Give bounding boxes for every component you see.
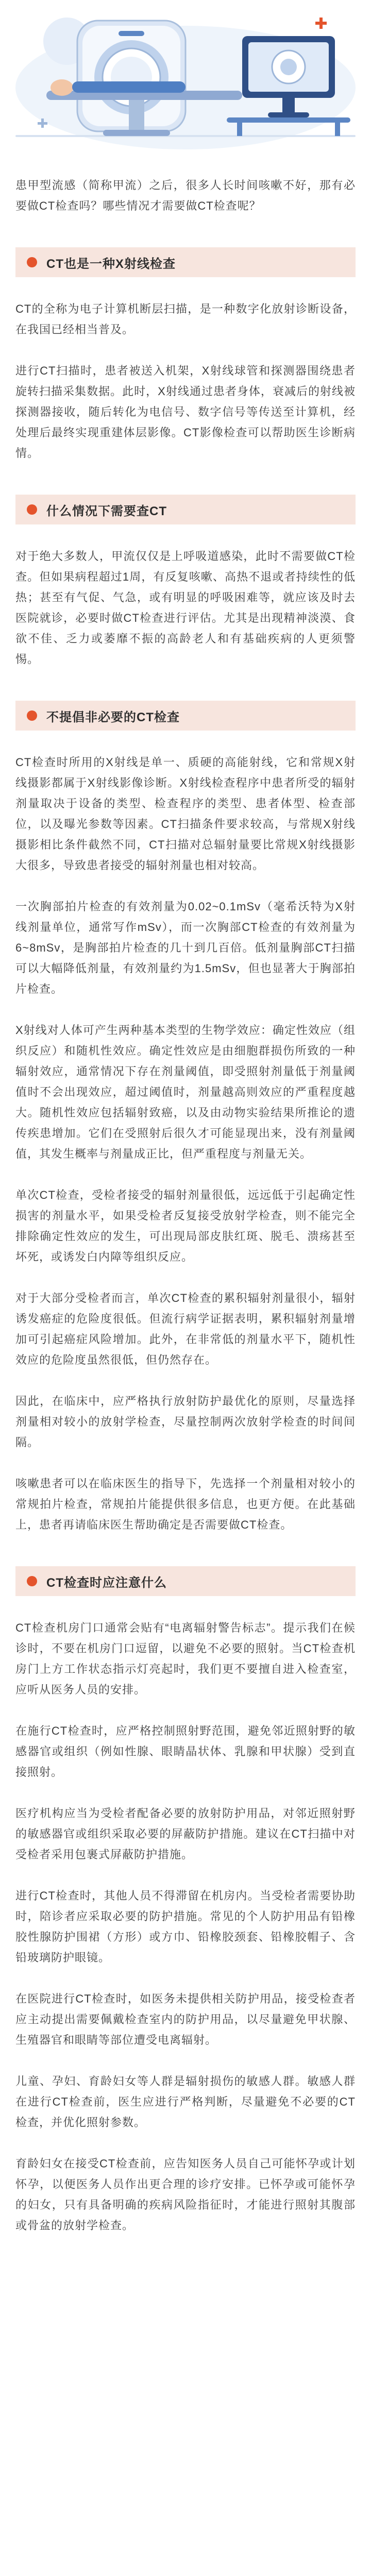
paragraph: 儿童、孕妇、育龄妇女等人群是辐射损伤的敏感人群。敏感人群在进行CT检查前，医生应进行严格判断，尽量避免不必要的CT检查，并优化照射参数。	[15, 2075, 356, 2129]
article-content	[0, 175, 371, 2287]
section-heading	[15, 1566, 356, 1596]
paragraph: CT的全称为电子计算机断层扫描，是一种数字化放射诊断设备，在我国已经相当普及。	[15, 302, 356, 336]
paragraph: 对于大部分受检者而言，单次CT检查的累积辐射剂量很小，辐射诱发癌症的危险度很低。但流行病学证据表明，累积辐射剂量增加可引起癌症风险增加。此外，在非常低的剂量水平下，随机性效应的危险度虽然很低，但仍然存在。	[15, 1292, 356, 1366]
bullet-dot-icon	[27, 1576, 37, 1586]
bullet-dot-icon	[27, 504, 37, 515]
section-title: 不提倡非必要的CT检查	[46, 710, 180, 724]
paragraph: 在施行CT检查时，应严格控制照射野范围，避免邻近照射野的敏感器官或组织（例如性腺、眼睛晶状体、乳腺和甲状腺）受到直接照射。	[15, 1724, 356, 1778]
paragraph: 单次CT检查，受检者接受的辐射剂量很低，远远低于引起确定性损害的剂量水平，如果受检者反复接受放射学检查，则不能完全排除确定性效应的发生，可出现局部皮肤红斑、脱毛、溃疡甚至坏死，或诱发白内障等组织反应。	[15, 1189, 356, 1263]
paragraph: 咳嗽患者可以在临床医生的指导下，先选择一个剂量相对较小的常规拍片检查，常规拍片能提供很多信息，也更方便。在此基础上，患者再请临床医生帮助确定是否需要做CT检查。	[15, 1477, 356, 1531]
bullet-dot-icon	[27, 710, 37, 721]
paragraph: 育龄妇女在接受CT检查前，应告知医务人员自己可能怀孕或计划怀孕，以便医务人员作出更合理的诊疗安排。已怀孕或可能怀孕的妇女，只有具备明确的疾病风险指征时，才能进行照射其腹部或骨盆的放射学检查。	[15, 2157, 356, 2232]
section-heading	[15, 495, 356, 524]
paragraph: 在医院进行CT检查时，如医务未提供相关防护用品，接受检查者应主动提出需要佩戴检查室内的防护用品，以尽量避免甲状腺、生殖器官和眼睛等部位遭受电离辐射。	[15, 1992, 356, 2046]
ct-scanner-illustration	[0, 0, 371, 155]
paragraph: CT检查机房门口通常会贴有“电离辐射警告标志”。提示我们在候诊时，不要在机房门口逗留，以避免不必要的照射。当CT检查机房门上方工作状态指示灯亮起时，我们更不要擅自进入检查室，应听从医务人员的安排。	[15, 1621, 356, 1696]
section-heading	[15, 701, 356, 731]
section-title: CT检查时应注意什么	[46, 1575, 167, 1590]
paragraph: 进行CT扫描时，患者被送入机架，X射线球管和探测器围绕患者旋转扫描采集数据。此时，X射线通过患者身体，衰减后的射线被探测器接收，随后转化为电信号、数字信号等传送至计算机，经处理后最终实现重建体层影像。CT影像检查可以帮助医生诊断病情。	[15, 364, 356, 460]
paragraph: 医疗机构应当为受检者配备必要的放射防护用品，对邻近照射野的敏感器官或组织采取必要的屏蔽防护措施。建议在CT扫描中对受检者采用包裹式屏蔽防护措施。	[15, 1807, 356, 1861]
bullet-dot-icon	[27, 257, 37, 267]
section-title: 什么情况下需要查CT	[46, 504, 167, 518]
paragraph: 一次胸部拍片检查的有效剂量为0.02~0.1mSv（毫希沃特为X射线剂量单位，通常写作mSv），而一次胸部CT检查的有效剂量为6~8mSv，是胸部拍片检查的几十到几百倍。低剂量胸部CT扫描可以大幅降低剂量，有效剂量约为1.5mSv，但也显著大于胸部拍片检查。	[15, 900, 356, 995]
paragraph: CT检查时所用的X射线是单一、质硬的高能射线，它和常规X射线摄影都属于X射线影像诊断。X射线检查程序中患者所受的辐射剂量取决于设备的类型、检查程序的类型、患者体型、检查部位，以及曝光参数等因素。CT扫描条件要求较高，与常规X射线摄影相比条件截然不同，CT扫描对总辐射量要比常规X射线摄影大很多，导致患者接受的辐射剂量也相对较高。	[15, 756, 356, 872]
hero-illustration	[0, 0, 371, 155]
paragraph: 对于绝大多数人，甲流仅仅是上呼吸道感染，此时不需要做CT检查。但如果病程超过1周，有反复咳嗽、高热不退或者持续性的低热；甚至有气促、气急，或有明显的呼吸困难等，就应该及时去医院就诊，必要时做CT检查进行评估。尤其是出现精神淡漠、食欲不佳、乏力或萎靡不振的高龄老人和有基础疾病的人更须警惕。	[15, 550, 356, 666]
paragraph: 因此，在临床中，应严格执行放射防护最优化的原则，尽量选择剂量相对较小的放射学检查，尽量控制两次放射学检查的时间间隔。	[15, 1395, 356, 1449]
paragraph: 进行CT检查时，其他人员不得滞留在机房内。当受检者需要协助时，陪诊者应采取必要的防护措施。常见的个人防护用品有铅橡胶性腺防护围裙（方形）或方巾、铅橡胶颈套、铅橡胶帽子、含铅玻璃防护眼镜。	[15, 1889, 356, 1964]
section-title: CT也是一种X射线检查	[46, 257, 176, 271]
intro-paragraph: 患甲型流感（简称甲流）之后，很多人长时间咳嗽不好，那有必要做CT检查吗？哪些情况才需要做CT检查呢？	[15, 179, 356, 212]
paragraph: X射线对人体可产生两种基本类型的生物学效应：确定性效应（组织反应）和随机性效应。确定性效应是由细胞群损伤所致的一种辐射效应，通常情况下存在剂量阈值，即受照射剂量低于剂量阈值时不会出现效应，超过阈值时，剂量越高则效应的严重程度越大。随机性效应包括辐射致癌，以及由动物实验结果所推论的遗传疾患增加。它们在受照射后很久才可能显现出来，没有剂量阈值，其发生概率与剂量成正比，但严重程度与剂量无关。	[15, 1024, 356, 1160]
section-heading	[15, 247, 356, 277]
